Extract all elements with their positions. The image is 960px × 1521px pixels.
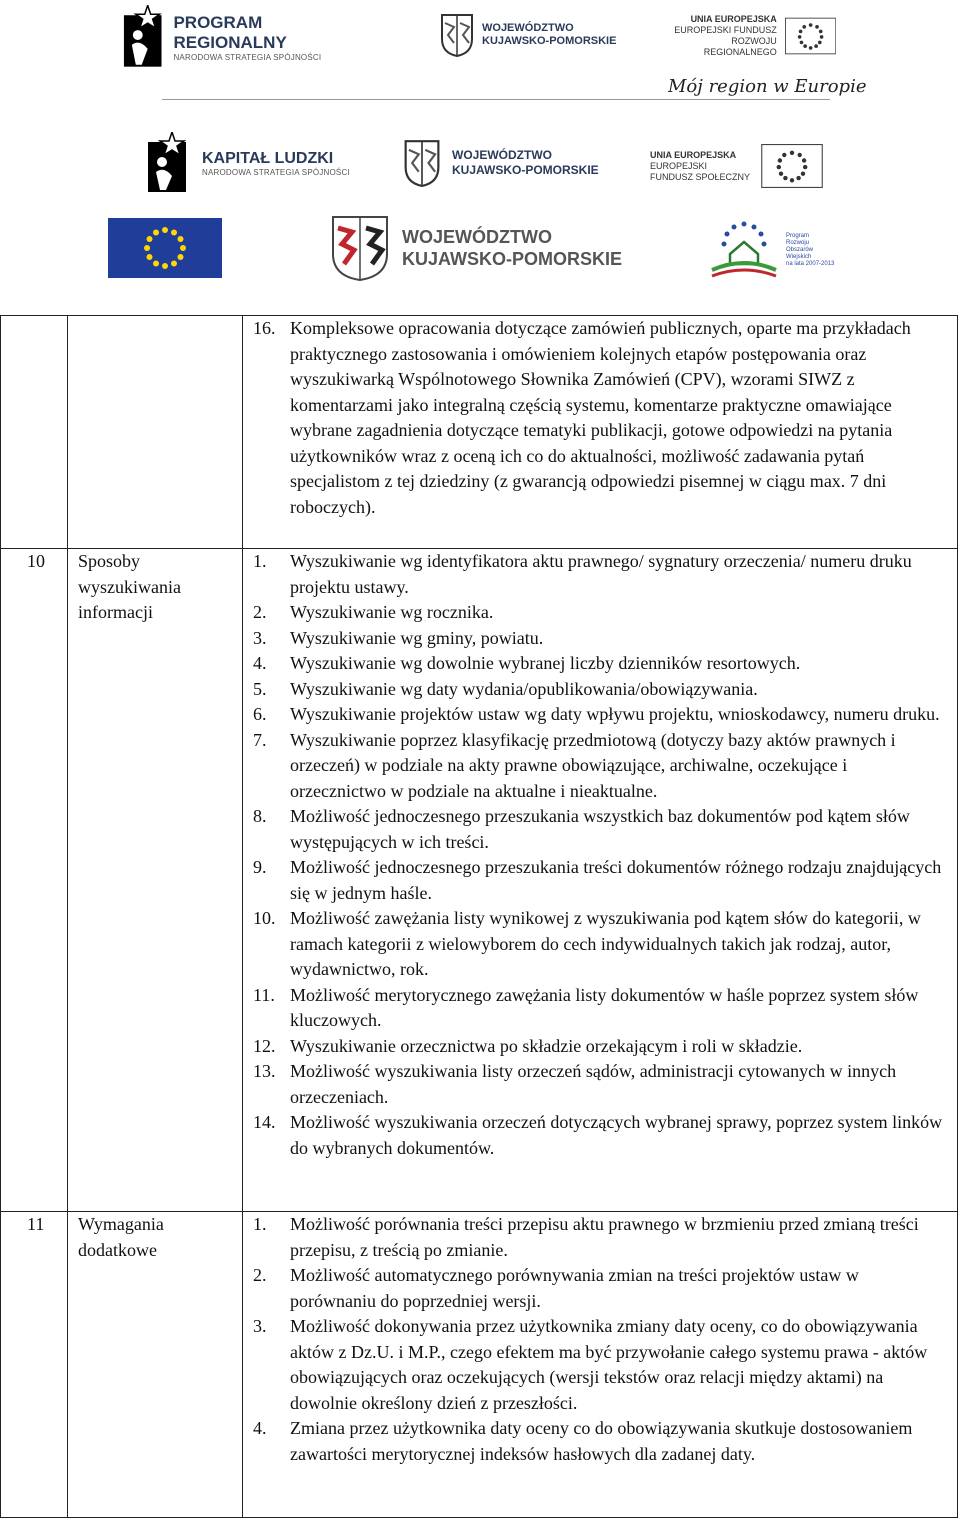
list-item-text: Wyszukiwanie orzecznictwa po składzie orzekającym i roli w składzie. <box>290 1035 803 1056</box>
list-item-number: 2. <box>253 1265 267 1285</box>
list-item-number: 6. <box>253 704 267 724</box>
list-item-text: Możliwość zawężania listy wynikowej z wyszukiwania pod kątem słów do kategorii, w ramach kategorii z wielowyborem do cech indywidualnych takich jak rodzaj, autor, wydawnictwo, rok. <box>290 908 921 979</box>
wojewodztwo-top-line1: WOJEWÓDZTWO <box>482 22 574 34</box>
eu-flag-stars-icon <box>108 218 222 278</box>
list-item-text: Wyszukiwanie projektów ustaw wg daty wpływu projektu, wnioskodawcy, numeru druku. <box>290 704 940 724</box>
list-item-text: Zmiana przez użytkownika daty oceny co do obowiązywania skutkuje dostosowaniem zawartości merytorycznej indeksów hasłowych dla zadanej daty. <box>290 1418 913 1464</box>
search-methods-list <box>253 549 943 1161</box>
ue-mid-line1: UNIA EUROPEJSKA <box>650 149 737 160</box>
list-item-number: 1. <box>253 551 267 571</box>
wojewodztwo-bottom-line2: KUJAWSKO-POMORSKIE <box>402 249 623 269</box>
list-item-text: Możliwość jednoczesnego przeszukania wszystkich baz dokumentów pod kątem słów występujących w ich treści. <box>290 806 910 852</box>
list-item-text: Wyszukiwanie wg rocznika. <box>290 602 494 622</box>
list-item-number: 9. <box>253 857 267 877</box>
kapital-ludzki-subtitle: NARODOWA STRATEGIA SPÓJNOŚCI <box>202 167 350 177</box>
list-item-number: 13. <box>253 1061 276 1081</box>
kapital-ludzki-title: KAPITAŁ LUDZKI <box>202 149 334 167</box>
list-item-text: Możliwość wyszukiwania orzeczeń dotyczących wybranej sprawy, poprzez system linków do wybranych dokumentów. <box>290 1112 943 1158</box>
wojewodztwo-mid-line1: WOJEWÓDZTWO <box>452 148 552 162</box>
list-item-text: Wyszukiwanie wg daty wydania/opublikowania/obowiązywania. <box>290 678 758 699</box>
list-item-number: 3. <box>253 627 267 648</box>
list-item <box>253 651 943 677</box>
row-label-cell: Wymagania dodatkowe <box>68 1212 243 1518</box>
wojewodztwo-mid-logo <box>402 138 602 188</box>
list-item-text: Kompleksowe opracowania dotyczące zamówień publicznych, oparte ma przykładach praktycznego zastosowania i omówieniem kolejnych etapów postępowania oraz wyszukiwarką Wspólnotowego Słownika Zamówień (CPV), wzorami SIWZ z komentarzami jako integralną częścią systemu, komentarze praktyczne omawiające wybrane zagadnienia dotyczące tematyki publikacji, gotowe odpowiedzi na pytania użytkowników wraz z oceną ich co do aktualności, możliwość zadawania pytań specjalistom z tej dziedziny (z gwarancją odpowiedzi pisemnej w ciągu max. 7 dni roboczych). <box>290 318 911 517</box>
eu-stars-icon <box>785 16 836 56</box>
list-item-number: 11. <box>253 984 275 1005</box>
slogan: Mój region w Europie <box>668 76 867 97</box>
list-item-number: 7. <box>253 729 267 750</box>
row-number-cell <box>1 316 68 549</box>
prow-line4: Wiejskich <box>786 253 812 260</box>
rural-house-stars-icon <box>706 218 782 282</box>
list-item <box>253 1212 943 1263</box>
row-content-cell <box>243 316 958 549</box>
list-item <box>253 626 943 652</box>
prow-line1: Program <box>786 232 810 239</box>
eu-flag <box>108 218 222 278</box>
continuation-list <box>253 316 943 520</box>
prow-logo <box>706 218 846 282</box>
table-row-10 <box>1 549 958 1212</box>
additional-requirements-list <box>253 1212 943 1467</box>
list-item-text: Wyszukiwanie poprzez klasyfikację przedmiotową (dotyczy bazy aktów prawnych i orzeczeń) w podziale na akty prawne obowiązujące, archiwalne, oczekujące i orzecznictwo w podziale na aktualne i nieaktualne. <box>290 729 896 801</box>
star-person-icon <box>144 132 190 194</box>
list-item <box>253 677 943 703</box>
row-number-cell: 10 <box>1 549 68 1212</box>
ue-mid-line3: FUNDUSZ SPOŁECZNY <box>650 171 751 182</box>
ue-top-line2: EUROPEJSKI FUNDUSZ <box>674 25 777 35</box>
slogan-rule <box>162 99 830 100</box>
wojewodztwo-bottom-logo <box>330 214 630 282</box>
list-item <box>253 702 943 728</box>
list-item-number: 12. <box>253 1035 276 1056</box>
list-item <box>253 1314 943 1416</box>
list-item <box>253 728 943 805</box>
ue-top-logo <box>666 14 836 58</box>
list-item-text: Wyszukiwanie wg identyfikatora aktu prawnego/ sygnatury orzeczenia/ numeru druku projektu ustawy. <box>290 551 912 597</box>
list-item-number: 4. <box>253 1418 267 1438</box>
wojewodztwo-mid-line2: KUJAWSKO-POMORSKIE <box>452 163 599 177</box>
list-item-number: 5. <box>253 678 267 699</box>
list-item-number: 1. <box>253 1214 267 1234</box>
requirements-table <box>0 315 958 1518</box>
table-row-11 <box>1 1212 958 1518</box>
list-item-text: Możliwość wyszukiwania listy orzeczeń sądów, administracji cytowanych w innych orzeczeniach. <box>290 1061 897 1107</box>
list-item-text: Możliwość porównania treści przepisu aktu prawnego w brzmieniu przed zmianą treści przepisu, z treścią po zmianie. <box>290 1214 919 1260</box>
star-person-icon <box>118 5 167 69</box>
list-item-number: 4. <box>253 653 267 673</box>
list-item <box>253 1059 943 1110</box>
list-item-number: 16. <box>253 318 276 338</box>
coat-of-arms-icon <box>440 13 474 57</box>
list-item-text: Wyszukiwanie wg gminy, powiatu. <box>290 627 544 648</box>
prow-line2: Rozwoju <box>786 239 810 246</box>
list-item-number: 14. <box>253 1112 276 1132</box>
row-number-cell: 11 <box>1 1212 68 1518</box>
list-item <box>253 804 943 855</box>
program-regionalny-logo <box>118 4 378 70</box>
list-item <box>253 1263 943 1314</box>
ue-top-line1: UNIA EUROPEJSKA <box>690 14 777 24</box>
coat-of-arms-icon <box>402 139 442 187</box>
list-item <box>253 906 943 983</box>
list-item-text: Wyszukiwanie wg dowolnie wybranej liczby dzienników resortowych. <box>290 653 801 673</box>
kapital-ludzki-logo <box>144 132 364 194</box>
wojewodztwo-bottom-line1: WOJEWÓDZTWO <box>402 227 552 247</box>
list-item-number: 2. <box>253 602 267 622</box>
row-label-cell <box>68 316 243 549</box>
ue-mid-logo <box>650 142 830 190</box>
list-item <box>253 600 943 626</box>
prow-line3: Obszarów <box>786 246 814 253</box>
list-item <box>253 1110 943 1161</box>
ue-top-line3: ROZWOJU REGIONALNEGO <box>703 36 777 57</box>
list-item-number: 10. <box>253 908 276 928</box>
wojewodztwo-top-logo <box>440 12 620 58</box>
ue-mid-line2: EUROPEJSKI <box>650 160 708 171</box>
list-item-text: Możliwość jednoczesnego przeszukania treści dokumentów różnego rodzaju znajdujących się w jednym haśle. <box>290 857 942 903</box>
row-content-cell <box>243 1212 958 1518</box>
list-item-text: Możliwość automatycznego porównywania zmian na treści projektów ustaw w porównaniu do poprzedniej wersji. <box>290 1265 859 1311</box>
list-item <box>253 1416 943 1467</box>
wojewodztwo-top-line2: KUJAWSKO-POMORSKIE <box>482 35 617 47</box>
red-eagle-coat-of-arms-icon <box>330 214 390 282</box>
program-regionalny-subtitle: NARODOWA STRATEGIA SPÓJNOŚCI <box>173 52 322 62</box>
list-item <box>253 1034 943 1060</box>
list-item-text: Możliwość merytorycznego zawężania listy dokumentów w haśle poprzez system słów kluczowych. <box>290 984 919 1030</box>
list-item <box>253 855 943 906</box>
list-item <box>253 983 943 1034</box>
row-label-cell: Sposoby wyszukiwania informacji <box>68 549 243 1212</box>
eu-stars-icon <box>760 144 824 188</box>
prow-line5: na lata 2007-2013 <box>786 260 835 267</box>
list-item-number: 8. <box>253 806 267 826</box>
program-regionalny-title: PROGRAM REGIONALNY <box>173 12 287 52</box>
list-item <box>253 316 943 520</box>
list-item <box>253 549 943 600</box>
row-content-cell <box>243 549 958 1212</box>
table-row <box>1 316 958 549</box>
list-item-number: 3. <box>253 1316 267 1336</box>
list-item-text: Możliwość dokonywania przez użytkownika zmiany daty oceny, co do obowiązywania aktów z Dz.U. i M.P., czego efektem ma być przywołanie całego systemu prawa - aktów obowiązujących oraz oczekujących (wersji tekstów oraz relacji między aktami) na dowolnie określony dzień z przeszłości. <box>290 1316 928 1413</box>
